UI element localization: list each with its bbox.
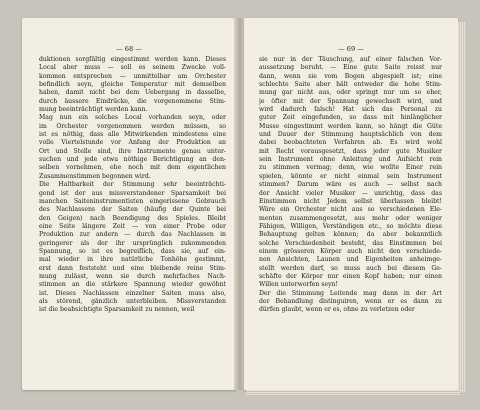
text-line: mung zulässt, wenn sie durch mehrfaches Nach- bbox=[39, 272, 226, 280]
text-line: durch äussere Eindrücke, die vorgenommene Stim- bbox=[39, 97, 226, 105]
text-line: guter Zeit eingefunden, so dass mit hinlänglicher bbox=[259, 114, 442, 122]
text-line: Zusammenstimmen begonnen wird. bbox=[39, 172, 151, 180]
page-edges bbox=[458, 22, 466, 392]
text-line: Ort und Stelle sind, ihre Instrumente genau unter- bbox=[39, 147, 226, 155]
text-line: Behauptung gelten können; da aber bekanntlich bbox=[259, 231, 442, 239]
text-line: schäfte der Körper nur einen Kopf haben; nur einen bbox=[259, 272, 442, 280]
text-line: Local aber muss — soll es seinem Zwecke voll- bbox=[39, 64, 226, 72]
text-line: sie nur in der Täuschung, auf einer falschen Vor- bbox=[259, 56, 442, 63]
text-line: mal wieder in ihre natürliche Tonhöhe gestimmt, bbox=[39, 256, 226, 264]
text-line: Einstimmen nicht Jedem selbst überlassen bleibt! bbox=[259, 197, 442, 205]
text-line: Wäre ein Orchester nicht aus so verschiedenen Ele- bbox=[259, 206, 442, 214]
text-line: stellt werden darf, so muss auch bei diesem Ge- bbox=[259, 264, 442, 272]
text-line: befindlich seyn, gleiche Temperatur mit demselben bbox=[39, 81, 226, 89]
left-page bbox=[22, 18, 236, 390]
left-page-text bbox=[39, 56, 226, 315]
text-line: spielen, könnte er nicht einmal sein Instrument bbox=[259, 172, 442, 180]
text-line: je öfter mit der Spannung gewechselt wird, und bbox=[259, 97, 442, 105]
text-line: ist die beabsichtigte Sparsamkeit zu nennen, weil bbox=[39, 306, 195, 314]
text-line: und Dauer der Stimmung hauptsächlich von dem bbox=[259, 131, 442, 139]
text-line: aussetzung beruht. — Eine gute Saite reisst nur bbox=[259, 64, 442, 72]
text-line: ist. Dieses Nachlassen einzelner Saiten muss also, bbox=[39, 289, 226, 297]
text-line: den Geigen) nach Beendigung des Spieles. Bleibt bbox=[39, 214, 226, 222]
text-line: suchen und jede etwa nöthige Berichtigung an den- bbox=[39, 156, 226, 164]
text-line: nen Ansichten, Launen und Eigenheiten anheimge- bbox=[259, 256, 442, 264]
text-line: gend ist der aus missverstandener Sparsamkeit bei bbox=[39, 189, 226, 197]
text-line: geringerer als der ihr ursprünglich zukommenden bbox=[39, 239, 226, 247]
text-line: Spannung, so ist es begreiflich, dass sie, auf ein- bbox=[39, 247, 226, 255]
left-page-number: — 68 — bbox=[116, 45, 142, 53]
text-line: ist es nöthig, dass alle Mitwirkenden mindestens eine bbox=[39, 131, 226, 139]
text-line: duktionen sorgfältig eingestimmt werden kann. Dieses bbox=[39, 56, 226, 63]
text-line: als störend, gänzlich unterbleiben. Missverstanden bbox=[39, 297, 226, 305]
text-line: Produktion zur andern — durch das Nachlassen in bbox=[39, 231, 226, 239]
text-line: eine Seite längere Zeit — von einer Probe oder bbox=[39, 222, 226, 230]
right-page-text bbox=[259, 56, 442, 315]
text-line: haben, damit nicht bei dem Uebergang in dasselbe, bbox=[39, 89, 226, 97]
text-line: mit Recht vorausgesetzt, dass jeder gute Musiker bbox=[259, 147, 442, 155]
text-line: solche Verschiedenheit besteht, das Einstimmen bei bbox=[259, 239, 442, 247]
text-line: volle Viertelstunde vor Anfang der Produktion an bbox=[39, 139, 226, 147]
open-book bbox=[20, 18, 464, 396]
text-line: menten zusammengesetzt, aus mehr oder weniger bbox=[259, 214, 442, 222]
right-page-number: — 69 — bbox=[338, 45, 364, 53]
right-page bbox=[244, 18, 458, 390]
page-bottom-edges bbox=[246, 390, 460, 395]
text-line: Musse eingestimmt werden kann, so hängt die Güte bbox=[259, 122, 442, 130]
text-line: selben vornehmen, ehe noch mit dem eigentlichen bbox=[39, 164, 226, 172]
text-line: schlechte Saite aber hält entweder die hohe Stim- bbox=[259, 81, 442, 89]
text-line: Die Haltbarkeit der Stimmung sehr beeinträchti- bbox=[39, 181, 226, 189]
text-line: Fähigen, Willigen, Verständigen etc., so möchte diese bbox=[259, 222, 442, 230]
text-line: der Behandlung distinguiren, wenn er es dann zu bbox=[259, 297, 442, 305]
text-line: dabei beobachteten Verfahren ab. Es wird wohl bbox=[259, 139, 442, 147]
text-line: stimmen? Darum wäre es auch — selbst nach bbox=[259, 181, 442, 189]
text-line: manchen Saiteninstrumentisten eingerissene Gebrauch bbox=[39, 197, 226, 205]
text-line: des Nachlassens der Saiten (häufig der Quinte bei bbox=[39, 206, 226, 214]
text-line: stimmen an die stärkere Spannung wieder gewöhnt bbox=[39, 281, 226, 289]
text-line: mung gar nicht aus, oder springt nur um so eher, bbox=[259, 89, 442, 97]
text-line: dürfen glaubt, wenn er es, ohne zu verletzen oder bbox=[259, 306, 415, 314]
text-line: Willen unterworfen seyn! bbox=[259, 281, 338, 289]
text-line: im Orchester vorgenommen werden müssen, so bbox=[39, 122, 226, 130]
text-line: erst dann feststeht und eine bleibende reine Stim- bbox=[39, 264, 226, 272]
text-line: mung beeinträchtigt werden kann. bbox=[39, 106, 148, 114]
text-line: sein Instrument ohne Anleitung und Aufsicht rein bbox=[259, 156, 442, 164]
text-line: wird dadurch falsch! Hat sich das Personal zu bbox=[259, 106, 442, 114]
text-line: einem grösseren Körper auch nicht den verschiede- bbox=[259, 247, 442, 255]
text-line: zu stimmen vermag; denn, wie wollte Einer rein bbox=[259, 164, 442, 172]
text-line: der Ansicht vieler Musiker — unrichtig, dass das bbox=[259, 189, 442, 197]
text-line: Der die Stimmung Leitende mag dann in der Art bbox=[259, 289, 442, 297]
text-line: Mag nun ein solches Local vorhanden seyn, oder bbox=[39, 114, 226, 122]
text-line: dann, wenn sie vom Bogen abgespielt ist; eine bbox=[259, 72, 442, 80]
text-line: kommen entsprechen — unmittelbar am Orchester bbox=[39, 72, 226, 80]
